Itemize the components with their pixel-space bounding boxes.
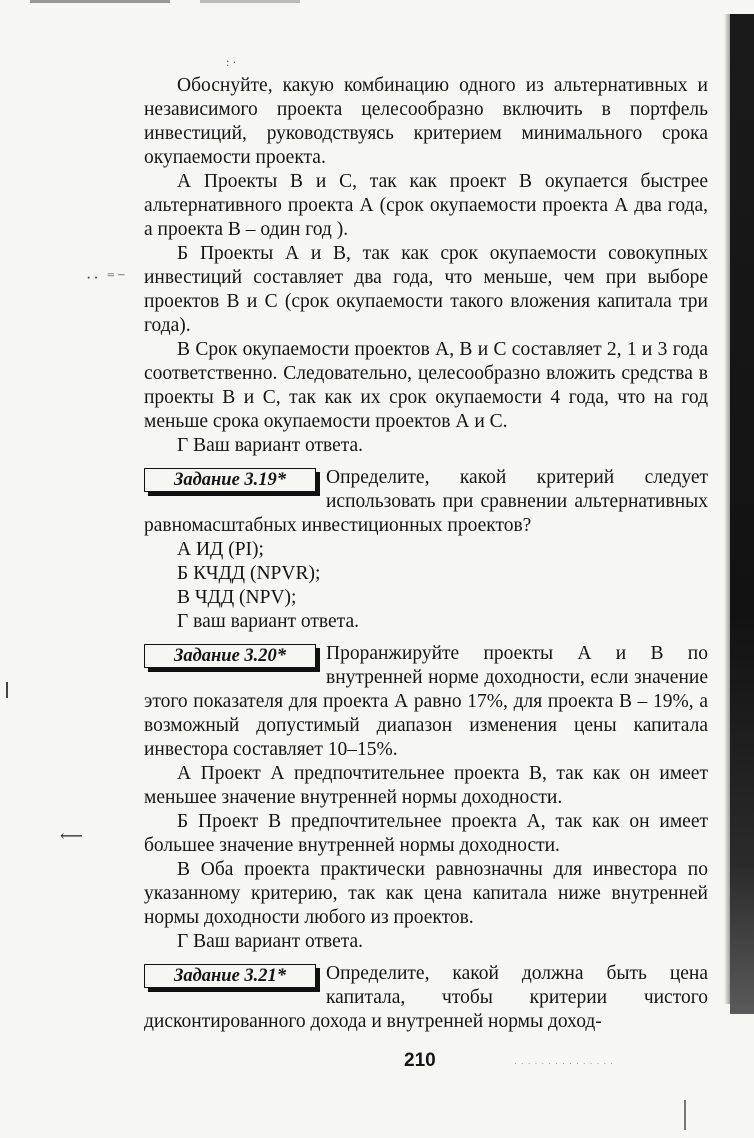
margin-tick	[6, 682, 8, 698]
answer-option-a: А Проекты В и С, так как проект В окупается быстрее альтернативного проекта А (срок окупаемости проекта А два года, а проекта В – один год ).	[144, 171, 708, 240]
task-3-20	[144, 642, 708, 762]
margin-mark: ·· ⁼⁻	[86, 270, 128, 287]
task-3-20-option-g: Г Ваш вариант ответа.	[177, 931, 364, 952]
task-3-21-text: Определите, какой должна быть цена капитала, чтобы критерии чистого дисконтированного дохода и внутренней нормы доход-	[144, 963, 708, 1032]
task-3-19-option-b: Б КЧДД (NPVR);	[177, 563, 321, 584]
margin-arrow-mark: ⟵	[60, 828, 83, 845]
task-label-3-21: Задание 3.21*	[144, 964, 316, 988]
task-label-3-19: Задание 3.19*	[144, 468, 316, 492]
task-3-19-option-v: В ЧДД (NPV);	[177, 587, 297, 608]
scan-artifact	[684, 1100, 686, 1130]
task-3-20-option-b: Б Проект В предпочтительнее проекта А, так как он имеет большее значение внутренней нормы доходности.	[144, 811, 708, 856]
task-3-19-option-g: Г ваш вариант ответа.	[177, 611, 359, 632]
page-number: 210	[404, 1050, 436, 1071]
question-paragraph: Обоснуйте, какую комбинацию одного из альтернативных и независимого проекта целесообразно включить в портфель инвестиций, руководствуясь критерием минимального срока окупаемости проекта.	[144, 75, 708, 168]
task-3-19-text: Определите, какой критерий следует использовать при сравнении альтернативных равномасштабных инвестиционных проектов?	[144, 467, 708, 536]
scan-top-edge	[0, 0, 754, 3]
answer-option-g: Г Ваш вариант ответа.	[177, 435, 364, 456]
page-text	[144, 74, 708, 1034]
task-3-21	[144, 962, 708, 1034]
answer-option-v: В Срок окупаемости проектов А, В и С составляет 2, 1 и 3 года соответственно. Следовательно, целесообразно вложить средства в проекты В и С, так как их срок окупаемости 4 года, что на год меньше срока окупаемости проектов А и С.	[144, 339, 708, 432]
task-label-3-20: Задание 3.20*	[144, 644, 316, 668]
book-spine	[730, 14, 754, 1014]
footer-smudge: · · · · · · · · · · · · · · ·	[514, 1059, 615, 1068]
task-3-19-option-a: А ИД (PI);	[177, 539, 264, 560]
answer-option-b: Б Проекты А и В, так как срок окупаемости совокупных инвестиций составляет два года, что меньше, чем при выборе проектов В и С (срок окупаемости такого вложения капитала три года).	[144, 243, 708, 336]
task-3-20-option-a: А Проект А предпочтительнее проекта В, так как он имеет меньшее значение внутренней нормы доходности.	[144, 763, 708, 808]
task-3-20-text: Проранжируйте проекты А и В по внутренней норме доходности, если значение этого показателя для проекта А равно 17%, для проекта В – 19%, а возможный допустимый диапазон изменения цены капитала инвестора составляет 10–15%.	[144, 643, 708, 760]
scan-speck: : ·	[226, 55, 237, 69]
task-3-20-option-v: В Оба проекта практически равнозначны для инвестора по указанному критерию, так как цена капитала ниже внутренней нормы доходности любого из проектов.	[144, 859, 708, 928]
task-3-19	[144, 466, 708, 538]
